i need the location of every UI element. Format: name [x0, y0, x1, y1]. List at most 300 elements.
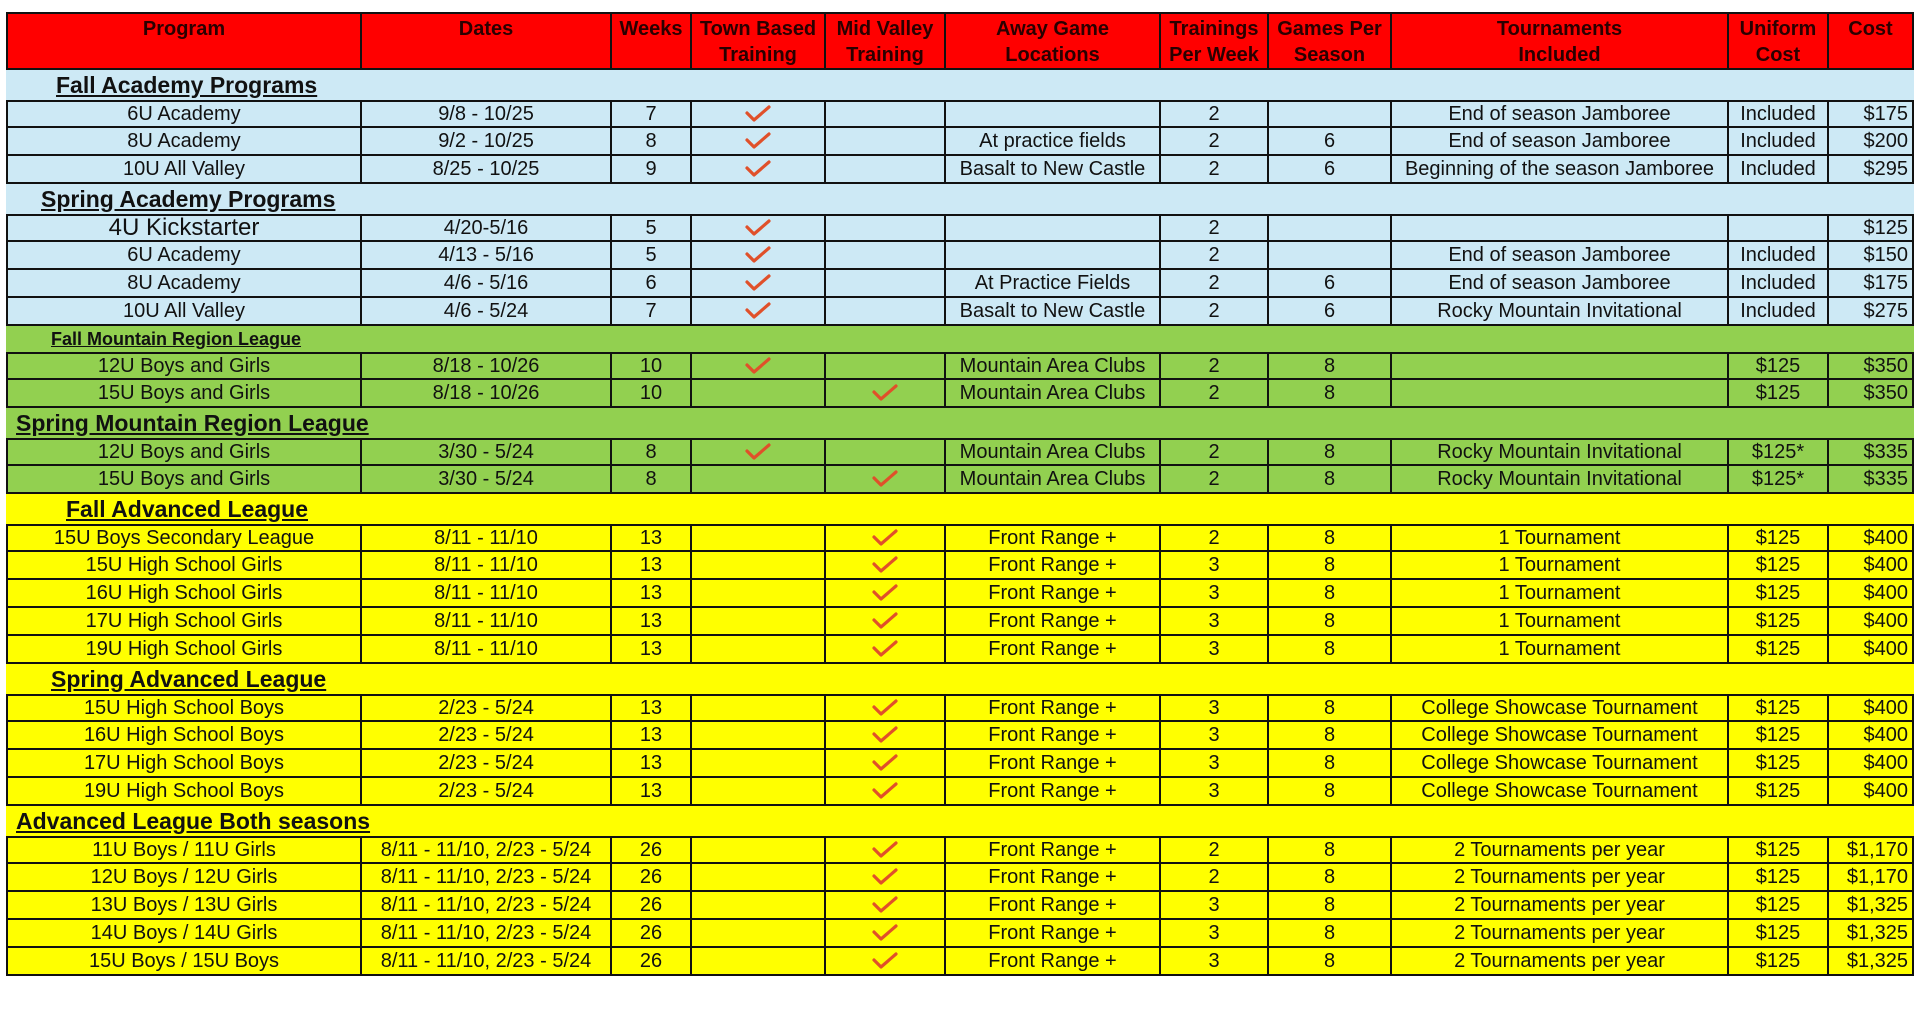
- cell-games-per-season: 8: [1269, 526, 1392, 550]
- cell-games-per-season: 8: [1269, 580, 1392, 606]
- header-cost: [1829, 14, 1914, 68]
- cell-weeks: 8: [612, 466, 692, 492]
- cell-uniform-cost: Included: [1729, 298, 1829, 324]
- cell-away-game-locations: Front Range +: [946, 948, 1161, 974]
- cell-trainings-per-week: 2: [1161, 838, 1269, 862]
- cell-weeks: 26: [612, 948, 692, 974]
- cell-mid-valley-training: [826, 580, 946, 606]
- cell-program: 19U High School Girls: [6, 636, 362, 662]
- cell-mid-valley-training: [826, 270, 946, 296]
- checkmark-icon: [744, 104, 772, 124]
- cell-trainings-per-week: 3: [1161, 948, 1269, 974]
- cell-cost: $335: [1829, 440, 1914, 464]
- cell-dates: 8/11 - 11/10: [362, 552, 612, 578]
- program-table: [6, 12, 1914, 976]
- cell-program: 16U High School Boys: [6, 722, 362, 748]
- checkmark-icon: [871, 383, 899, 403]
- checkmark-icon: [744, 301, 772, 321]
- header-text: Per Week: [1169, 44, 1259, 66]
- cell-games-per-season: 8: [1269, 466, 1392, 492]
- cell-town-based-training: [692, 354, 826, 378]
- section-title: Advanced League Both seasons: [16, 807, 371, 834]
- cell-uniform-cost: Included: [1729, 156, 1829, 182]
- cell-weeks: 26: [612, 920, 692, 946]
- cell-games-per-season: 8: [1269, 722, 1392, 748]
- cell-games-per-season: 6: [1269, 298, 1392, 324]
- cell-away-game-locations: Front Range +: [946, 696, 1161, 720]
- cell-tournaments-included: [1392, 216, 1729, 240]
- cell-away-game-locations: Front Range +: [946, 838, 1161, 862]
- cell-weeks: 5: [612, 242, 692, 268]
- cell-mid-valley-training: [826, 242, 946, 268]
- cell-cost: $335: [1829, 466, 1914, 492]
- table-row: [6, 920, 1914, 948]
- cell-cost: $1,325: [1829, 920, 1914, 946]
- cell-games-per-season: 8: [1269, 608, 1392, 634]
- section-row: [6, 494, 1914, 524]
- cell-away-game-locations: [946, 216, 1161, 240]
- cell-weeks: 7: [612, 102, 692, 126]
- cell-away-game-locations: Front Range +: [946, 892, 1161, 918]
- cell-trainings-per-week: 3: [1161, 750, 1269, 776]
- cell-trainings-per-week: 2: [1161, 354, 1269, 378]
- cell-trainings-per-week: 3: [1161, 892, 1269, 918]
- cell-dates: 3/30 - 5/24: [362, 466, 612, 492]
- cell-games-per-season: [1269, 242, 1392, 268]
- cell-dates: 8/18 - 10/26: [362, 380, 612, 406]
- cell-uniform-cost: $125: [1729, 722, 1829, 748]
- cell-mid-valley-training: [826, 526, 946, 550]
- cell-town-based-training: [692, 778, 826, 804]
- cell-mid-valley-training: [826, 354, 946, 378]
- cell-away-game-locations: Mountain Area Clubs: [946, 466, 1161, 492]
- header-text: Program: [142, 18, 226, 40]
- cell-tournaments-included: 2 Tournaments per year: [1392, 948, 1729, 974]
- header-uniform-cost: [1729, 14, 1829, 68]
- cell-games-per-season: 8: [1269, 750, 1392, 776]
- cell-trainings-per-week: 3: [1161, 636, 1269, 662]
- cell-trainings-per-week: 3: [1161, 696, 1269, 720]
- cell-dates: 8/11 - 11/10: [362, 636, 612, 662]
- cell-cost: $400: [1829, 696, 1914, 720]
- cell-uniform-cost: $125: [1729, 892, 1829, 918]
- cell-weeks: 8: [612, 128, 692, 154]
- cell-dates: 4/13 - 5/16: [362, 242, 612, 268]
- cell-cost: $350: [1829, 380, 1914, 406]
- cell-cost: $175: [1829, 102, 1914, 126]
- header-text: Uniform: [1739, 18, 1817, 40]
- table-row: [6, 864, 1914, 892]
- cell-mid-valley-training: [826, 750, 946, 776]
- header-text: Mid Valley: [836, 18, 934, 40]
- cell-mid-valley-training: [826, 380, 946, 406]
- cell-trainings-per-week: 3: [1161, 920, 1269, 946]
- cell-program: 15U Boys and Girls: [6, 380, 362, 406]
- cell-dates: 2/23 - 5/24: [362, 778, 612, 804]
- cell-tournaments-included: 2 Tournaments per year: [1392, 892, 1729, 918]
- cell-weeks: 13: [612, 696, 692, 720]
- header-mid-valley-training: [826, 14, 946, 68]
- cell-tournaments-included: 1 Tournament: [1392, 636, 1729, 662]
- cell-town-based-training: [692, 920, 826, 946]
- cell-dates: 4/6 - 5/24: [362, 298, 612, 324]
- header-text: Weeks: [619, 18, 683, 40]
- checkmark-icon: [871, 923, 899, 943]
- cell-tournaments-included: College Showcase Tournament: [1392, 750, 1729, 776]
- cell-town-based-training: [692, 440, 826, 464]
- cell-mid-valley-training: [826, 440, 946, 464]
- cell-games-per-season: 8: [1269, 380, 1392, 406]
- checkmark-icon: [871, 840, 899, 860]
- cell-uniform-cost: $125: [1729, 380, 1829, 406]
- cell-games-per-season: 6: [1269, 270, 1392, 296]
- cell-away-game-locations: Mountain Area Clubs: [946, 440, 1161, 464]
- cell-uniform-cost: $125: [1729, 864, 1829, 890]
- cell-tournaments-included: 1 Tournament: [1392, 608, 1729, 634]
- cell-tournaments-included: [1392, 380, 1729, 406]
- table-row: [6, 892, 1914, 920]
- cell-weeks: 26: [612, 864, 692, 890]
- cell-dates: 8/11 - 11/10: [362, 608, 612, 634]
- cell-cost: $400: [1829, 526, 1914, 550]
- cell-town-based-training: [692, 102, 826, 126]
- cell-weeks: 10: [612, 380, 692, 406]
- cell-town-based-training: [692, 156, 826, 182]
- cell-program: 8U Academy: [6, 270, 362, 296]
- header-dates: [362, 14, 612, 68]
- cell-uniform-cost: $125: [1729, 636, 1829, 662]
- table-row: [6, 694, 1914, 722]
- cell-away-game-locations: [946, 242, 1161, 268]
- cell-trainings-per-week: 2: [1161, 216, 1269, 240]
- cell-games-per-season: [1269, 102, 1392, 126]
- cell-program: 16U High School Girls: [6, 580, 362, 606]
- cell-trainings-per-week: 2: [1161, 440, 1269, 464]
- cell-uniform-cost: $125: [1729, 526, 1829, 550]
- table-row: [6, 778, 1914, 806]
- cell-away-game-locations: Mountain Area Clubs: [946, 354, 1161, 378]
- cell-program: 10U All Valley: [6, 156, 362, 182]
- cell-away-game-locations: Front Range +: [946, 778, 1161, 804]
- cell-program: 15U High School Boys: [6, 696, 362, 720]
- cell-weeks: 6: [612, 270, 692, 296]
- cell-uniform-cost: Included: [1729, 270, 1829, 296]
- cell-uniform-cost: $125: [1729, 552, 1829, 578]
- header-away-game-locations: [946, 14, 1161, 68]
- cell-games-per-season: 8: [1269, 696, 1392, 720]
- cell-town-based-training: [692, 580, 826, 606]
- checkmark-icon: [871, 753, 899, 773]
- cell-dates: 9/2 - 10/25: [362, 128, 612, 154]
- table-row: [6, 466, 1914, 494]
- checkmark-icon: [871, 725, 899, 745]
- header-text: Trainings: [1169, 18, 1259, 40]
- table-row: [6, 580, 1914, 608]
- header-row: [6, 12, 1914, 70]
- cell-uniform-cost: Included: [1729, 242, 1829, 268]
- checkmark-icon: [871, 469, 899, 489]
- cell-uniform-cost: $125: [1729, 608, 1829, 634]
- cell-uniform-cost: Included: [1729, 128, 1829, 154]
- cell-program: 13U Boys / 13U Girls: [6, 892, 362, 918]
- cell-trainings-per-week: 3: [1161, 608, 1269, 634]
- header-program: [6, 14, 362, 68]
- cell-tournaments-included: Beginning of the season Jamboree: [1392, 156, 1729, 182]
- checkmark-icon: [744, 442, 772, 462]
- checkmark-icon: [871, 867, 899, 887]
- cell-trainings-per-week: 2: [1161, 242, 1269, 268]
- cell-trainings-per-week: 3: [1161, 722, 1269, 748]
- cell-town-based-training: [692, 636, 826, 662]
- cell-dates: 8/25 - 10/25: [362, 156, 612, 182]
- cell-dates: 2/23 - 5/24: [362, 696, 612, 720]
- table-row: [6, 352, 1914, 380]
- checkmark-icon: [744, 273, 772, 293]
- cell-mid-valley-training: [826, 608, 946, 634]
- cell-away-game-locations: Front Range +: [946, 580, 1161, 606]
- cell-dates: 8/18 - 10/26: [362, 354, 612, 378]
- cell-mid-valley-training: [826, 920, 946, 946]
- cell-tournaments-included: 1 Tournament: [1392, 552, 1729, 578]
- cell-dates: 8/11 - 11/10, 2/23 - 5/24: [362, 920, 612, 946]
- cell-program: 4U Kickstarter: [6, 216, 362, 240]
- cell-trainings-per-week: 2: [1161, 380, 1269, 406]
- cell-town-based-training: [692, 864, 826, 890]
- checkmark-icon: [744, 245, 772, 265]
- cell-uniform-cost: $125*: [1729, 466, 1829, 492]
- cell-away-game-locations: Basalt to New Castle: [946, 156, 1161, 182]
- cell-mid-valley-training: [826, 722, 946, 748]
- cell-mid-valley-training: [826, 864, 946, 890]
- cell-trainings-per-week: 2: [1161, 298, 1269, 324]
- cell-cost: $295: [1829, 156, 1914, 182]
- cell-dates: 8/11 - 11/10, 2/23 - 5/24: [362, 948, 612, 974]
- cell-program: 11U Boys / 11U Girls: [6, 838, 362, 862]
- cell-mid-valley-training: [826, 552, 946, 578]
- cell-away-game-locations: Front Range +: [946, 552, 1161, 578]
- cell-uniform-cost: $125: [1729, 838, 1829, 862]
- header-text: Cost: [1848, 18, 1893, 40]
- cell-cost: $400: [1829, 580, 1914, 606]
- cell-cost: $1,325: [1829, 948, 1914, 974]
- cell-away-game-locations: Front Range +: [946, 920, 1161, 946]
- cell-weeks: 13: [612, 750, 692, 776]
- section-title: Fall Academy Programs: [56, 71, 318, 98]
- section-row: [6, 664, 1914, 694]
- table-row: [6, 270, 1914, 298]
- cell-mid-valley-training: [826, 892, 946, 918]
- table-row: [6, 380, 1914, 408]
- cell-games-per-season: 6: [1269, 128, 1392, 154]
- cell-dates: 2/23 - 5/24: [362, 722, 612, 748]
- section-row: [6, 408, 1914, 438]
- cell-trainings-per-week: 3: [1161, 580, 1269, 606]
- cell-weeks: 10: [612, 354, 692, 378]
- section-title: Spring Advanced League: [51, 665, 327, 692]
- cell-cost: $400: [1829, 722, 1914, 748]
- cell-games-per-season: 8: [1269, 948, 1392, 974]
- section-title: Fall Advanced League: [66, 495, 308, 522]
- cell-town-based-training: [692, 892, 826, 918]
- section-row: [6, 70, 1914, 100]
- cell-trainings-per-week: 2: [1161, 128, 1269, 154]
- cell-town-based-training: [692, 552, 826, 578]
- cell-weeks: 8: [612, 440, 692, 464]
- cell-trainings-per-week: 2: [1161, 102, 1269, 126]
- cell-games-per-season: [1269, 216, 1392, 240]
- cell-uniform-cost: $125: [1729, 696, 1829, 720]
- header-text: Locations: [1005, 44, 1100, 66]
- cell-program: 6U Academy: [6, 102, 362, 126]
- section-title: Fall Mountain Region League: [51, 328, 302, 349]
- cell-mid-valley-training: [826, 466, 946, 492]
- checkmark-icon: [744, 131, 772, 151]
- cell-cost: $400: [1829, 750, 1914, 776]
- cell-games-per-season: 8: [1269, 864, 1392, 890]
- section-title: Spring Academy Programs: [41, 185, 336, 212]
- cell-program: 12U Boys / 12U Girls: [6, 864, 362, 890]
- cell-program: 15U Boys and Girls: [6, 466, 362, 492]
- cell-cost: $1,325: [1829, 892, 1914, 918]
- cell-tournaments-included: End of season Jamboree: [1392, 128, 1729, 154]
- header-text: Games Per: [1277, 18, 1382, 40]
- cell-uniform-cost: $125*: [1729, 440, 1829, 464]
- cell-weeks: 26: [612, 892, 692, 918]
- checkmark-icon: [871, 895, 899, 915]
- checkmark-icon: [871, 528, 899, 548]
- cell-cost: $175: [1829, 270, 1914, 296]
- table-row: [6, 242, 1914, 270]
- cell-tournaments-included: Rocky Mountain Invitational: [1392, 466, 1729, 492]
- cell-tournaments-included: 2 Tournaments per year: [1392, 920, 1729, 946]
- cell-cost: $1,170: [1829, 838, 1914, 862]
- cell-cost: $350: [1829, 354, 1914, 378]
- cell-cost: $400: [1829, 552, 1914, 578]
- cell-uniform-cost: $125: [1729, 778, 1829, 804]
- cell-mid-valley-training: [826, 102, 946, 126]
- cell-cost: $400: [1829, 608, 1914, 634]
- cell-dates: 3/30 - 5/24: [362, 440, 612, 464]
- table-row: [6, 722, 1914, 750]
- cell-mid-valley-training: [826, 696, 946, 720]
- cell-weeks: 26: [612, 838, 692, 862]
- cell-games-per-season: 8: [1269, 354, 1392, 378]
- cell-away-game-locations: Mountain Area Clubs: [946, 380, 1161, 406]
- header-text: Cost: [1755, 44, 1801, 66]
- cell-cost: $1,170: [1829, 864, 1914, 890]
- cell-program: 17U High School Boys: [6, 750, 362, 776]
- table-body: [6, 70, 1914, 976]
- cell-dates: 8/11 - 11/10, 2/23 - 5/24: [362, 838, 612, 862]
- cell-cost: $400: [1829, 778, 1914, 804]
- cell-town-based-training: [692, 128, 826, 154]
- cell-mid-valley-training: [826, 636, 946, 662]
- table-row: [6, 608, 1914, 636]
- header-text: Training: [846, 44, 924, 66]
- header-text: Away Game: [995, 18, 1110, 40]
- cell-away-game-locations: At Practice Fields: [946, 270, 1161, 296]
- cell-cost: $400: [1829, 636, 1914, 662]
- cell-tournaments-included: End of season Jamboree: [1392, 270, 1729, 296]
- cell-mid-valley-training: [826, 838, 946, 862]
- cell-games-per-season: 8: [1269, 892, 1392, 918]
- cell-tournaments-included: 1 Tournament: [1392, 580, 1729, 606]
- cell-trainings-per-week: 2: [1161, 270, 1269, 296]
- table-row: [6, 100, 1914, 128]
- cell-town-based-training: [692, 270, 826, 296]
- cell-uniform-cost: $125: [1729, 750, 1829, 776]
- cell-dates: 8/11 - 11/10: [362, 580, 612, 606]
- cell-tournaments-included: [1392, 354, 1729, 378]
- cell-dates: 9/8 - 10/25: [362, 102, 612, 126]
- cell-town-based-training: [692, 466, 826, 492]
- cell-weeks: 13: [612, 722, 692, 748]
- cell-tournaments-included: College Showcase Tournament: [1392, 696, 1729, 720]
- cell-program: 12U Boys and Girls: [6, 440, 362, 464]
- table-row: [6, 128, 1914, 156]
- checkmark-icon: [871, 698, 899, 718]
- cell-cost: $275: [1829, 298, 1914, 324]
- cell-town-based-training: [692, 216, 826, 240]
- header-town-based-training: [692, 14, 826, 68]
- cell-trainings-per-week: 3: [1161, 552, 1269, 578]
- cell-program: 12U Boys and Girls: [6, 354, 362, 378]
- cell-program: 10U All Valley: [6, 298, 362, 324]
- cell-trainings-per-week: 3: [1161, 778, 1269, 804]
- cell-away-game-locations: Front Range +: [946, 864, 1161, 890]
- cell-town-based-training: [692, 948, 826, 974]
- table-row: [6, 836, 1914, 864]
- checkmark-icon: [744, 218, 772, 238]
- checkmark-icon: [871, 951, 899, 971]
- cell-town-based-training: [692, 722, 826, 748]
- cell-away-game-locations: Front Range +: [946, 636, 1161, 662]
- header-text: Included: [1518, 44, 1601, 66]
- checkmark-icon: [871, 611, 899, 631]
- cell-weeks: 13: [612, 636, 692, 662]
- checkmark-icon: [871, 639, 899, 659]
- cell-away-game-locations: Front Range +: [946, 608, 1161, 634]
- cell-games-per-season: 8: [1269, 838, 1392, 862]
- cell-games-per-season: 6: [1269, 156, 1392, 182]
- cell-town-based-training: [692, 696, 826, 720]
- cell-dates: 4/6 - 5/16: [362, 270, 612, 296]
- cell-trainings-per-week: 2: [1161, 526, 1269, 550]
- cell-mid-valley-training: [826, 778, 946, 804]
- cell-uniform-cost: $125: [1729, 354, 1829, 378]
- cell-program: 19U High School Boys: [6, 778, 362, 804]
- cell-town-based-training: [692, 526, 826, 550]
- cell-mid-valley-training: [826, 128, 946, 154]
- cell-uniform-cost: $125: [1729, 920, 1829, 946]
- cell-away-game-locations: At practice fields: [946, 128, 1161, 154]
- cell-dates: 2/23 - 5/24: [362, 750, 612, 776]
- cell-town-based-training: [692, 242, 826, 268]
- table-row: [6, 438, 1914, 466]
- table-row: [6, 750, 1914, 778]
- cell-weeks: 13: [612, 778, 692, 804]
- cell-weeks: 7: [612, 298, 692, 324]
- cell-weeks: 13: [612, 526, 692, 550]
- section-title: Spring Mountain Region League: [16, 409, 369, 436]
- cell-games-per-season: 8: [1269, 552, 1392, 578]
- section-row: [6, 326, 1914, 352]
- cell-tournaments-included: College Showcase Tournament: [1392, 722, 1729, 748]
- cell-dates: 4/20-5/16: [362, 216, 612, 240]
- cell-cost: $125: [1829, 216, 1914, 240]
- cell-town-based-training: [692, 750, 826, 776]
- cell-program: 6U Academy: [6, 242, 362, 268]
